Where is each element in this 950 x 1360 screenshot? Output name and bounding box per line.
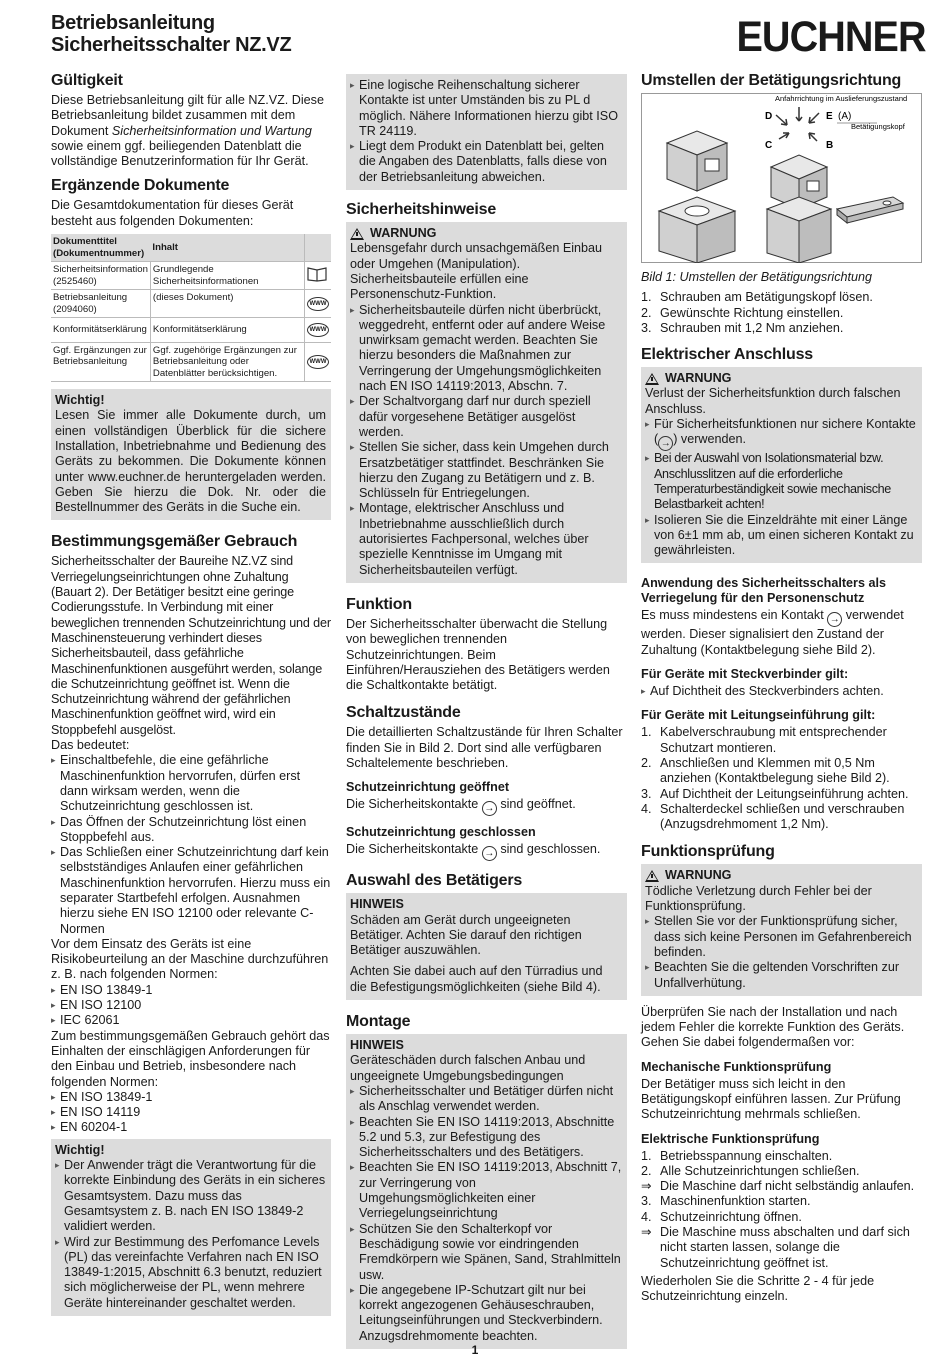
- table-row: [51, 290, 331, 318]
- list-item: ▸ Beachten Sie die geltenden Vorschriften zur Unfallverhütung.: [645, 960, 917, 991]
- list-item: ▸ EN ISO 12100: [51, 998, 331, 1013]
- switch-illustration: [641, 93, 922, 263]
- result-arrow-icon: ⇒: [641, 1225, 652, 1240]
- list-item: 3. Auf Dichtheit der Leitungseinführung achten.: [641, 786, 909, 801]
- table-row: [51, 342, 331, 382]
- table-cell-content: Konformitätserklärung: [150, 318, 304, 343]
- bedeutet-list: [51, 753, 331, 937]
- safety-contact-icon: →: [482, 801, 497, 816]
- brand-logo: EUCHNER: [736, 13, 926, 61]
- doc-title-line2: Sicherheitsschalter NZ.VZ: [51, 34, 292, 56]
- heading-elektrisch: Elektrischer Anschluss: [641, 346, 813, 364]
- heading-auswahl: Auswahl des Betätigers: [346, 872, 523, 890]
- warnung-title: [645, 371, 917, 386]
- label-A: (A): [838, 111, 852, 122]
- heading-montage: Montage: [346, 1013, 411, 1031]
- umstellen-steps: [641, 290, 922, 336]
- gueltigkeit-text-a: Diese Betriebsanleitung gilt für alle NZ.VZ. Diese Betriebsanleitung bildet zusammen mit dem Dokument: [51, 93, 324, 138]
- step-text: Schrauben mit 1,2 Nm anziehen.: [660, 320, 844, 335]
- column-1: [51, 68, 331, 1316]
- table-cell-content: Ggf. zugehörige Ergänzungen zur Betriebsanleitung oder Datenblätter berücksichtigen.: [150, 342, 304, 382]
- list-item: ▸ Beachten Sie EN ISO 14119:2013, Abschnitt 7, zur Verringerung von Umgehungsmöglichkeiten einer Verriegelungseinrichtung: [350, 1160, 622, 1221]
- table-cell-content: Grundlegende Sicherheitsinformationen: [150, 262, 304, 290]
- funktion-text: Der Sicherheitsschalter überwacht die Stellung von beweglichen trennenden Schutzeinrichtungen. Beim Einführen/Herausziehen des Betätigers werden die Schaltkontakte betätigt.: [346, 616, 610, 693]
- list-item: ▸ EN 60204-1: [51, 1120, 331, 1135]
- warnung-title: [350, 226, 622, 241]
- label-E: E: [826, 111, 833, 122]
- list-item: ▸ Schützen Sie den Schalterkopf vor Beschädigung sowie vor eindringenden Fremdkörpern wie Spänen, Sand, Strahlmitteln usw.: [350, 1222, 622, 1283]
- step-text: Auf Dichtheit der Leitungseinführung achten.: [660, 786, 909, 801]
- step-text: Maschinenfunktion starten.: [660, 1194, 811, 1209]
- heading-schaltzustaende: Schaltzustände: [346, 704, 461, 722]
- table-cell-content: (dieses Dokument): [150, 290, 304, 318]
- list-item: ▸ Eine logische Reihenschaltung sicherer Kontakte ist unter Umständen bis zu PL d möglich. Nähere Informationen hierzu gibt ISO TR 24119.: [350, 78, 622, 139]
- geschlossen-text-b: sind geschlossen.: [500, 842, 601, 857]
- warnung-list: [645, 417, 917, 558]
- list-item: 1. Betriebsspannung einschalten.: [641, 1148, 833, 1163]
- hinweis-title: HINWEIS: [350, 1038, 404, 1053]
- step-text: Schutzeinrichtung öffnen.: [660, 1209, 802, 1224]
- list-item: 1. Schrauben am Betätigungskopf lösen.: [641, 290, 873, 305]
- list-item: 2. Alle Schutzeinrichtungen schließen.: [641, 1163, 860, 1178]
- list-item: 1. Kabelverschraubung mit entsprechender Schutzart montieren.: [641, 725, 887, 755]
- table-cell-title: Sicherheitsinformation (2525460): [51, 262, 150, 290]
- www-cell: [305, 342, 332, 382]
- anwendung-text: [641, 608, 922, 658]
- item-text-b: ) verwenden.: [673, 432, 747, 447]
- warnung-label: WARNUNG: [370, 226, 437, 241]
- geschlossen-text-a: Die Sicherheitskontakte: [346, 842, 479, 857]
- book-icon: [305, 262, 332, 290]
- column-2: [346, 68, 627, 1349]
- step-result: Die Maschine darf nicht selbständig anlaufen.: [660, 1179, 915, 1194]
- mech-text: Der Betätiger muss sich leicht in den Betätigungskopf einführen lassen. Zur Prüfung Schutzeinrichtung mehrmals schließen.: [641, 1076, 901, 1122]
- list-item: 4. Schutzeinrichtung öffnen.: [641, 1209, 802, 1224]
- hinweis-text: Schäden am Gerät durch ungeeigneten Betätiger. Achten Sie darauf den richtigen Betätiger auszuwählen.: [350, 912, 582, 958]
- list-item: ▸ EN ISO 14119: [51, 1105, 331, 1120]
- heading-stecker: Für Geräte mit Steckverbinder gilt:: [641, 667, 849, 682]
- list-item: ▸ Der Anwender trägt die Verantwortung für die korrekte Einbindung des Geräts in ein sicheres Gesamtsystem. Dazu muss das Gesamtsystem z. B. nach EN ISO 13849-2 validiert werden.: [55, 1158, 326, 1234]
- list-item: [645, 417, 917, 451]
- wichtig-title: Wichtig!: [55, 1142, 105, 1157]
- label-betaetigungskopf: Betätigungskopf: [851, 122, 905, 131]
- page-number: 1: [471, 1343, 479, 1357]
- list-item: ▸ Einschaltbefehle, die eine gefährliche Maschinenfunktion hervorrufen, dürfen erst dann wirksam werden, wenn die Schutzeinrichtung geschlossen ist.: [51, 753, 331, 814]
- list-item: ▸ Der Schaltvorgang darf nur durch speziell dafür vorgesehene Betätiger ausgelöst werden.: [350, 394, 622, 440]
- anwendung-text-a: Es muss mindestens ein Kontakt: [641, 608, 824, 623]
- table-row: [51, 318, 331, 343]
- list-item: ▸ Das Schließen einer Schutzeinrichtung darf kein selbstständiges Anlaufen einer gefährlichen Maschinenfunktion hervorrufen. Hierzu muss ein separater Startbefehl erfolgen. Ausnahmen hierzu siehe EN ISO 12100 oder relevante C-Normen: [51, 845, 331, 937]
- wichtig-title: Wichtig!: [55, 393, 105, 408]
- list-item: 2. Gewünschte Richtung einstellen.: [641, 305, 844, 320]
- continued-box: [346, 74, 627, 190]
- label-anfahrrichtung: Anfahrrichtung im Auslieferungszustand: [775, 94, 908, 103]
- normen-list-1: [51, 983, 331, 1029]
- elek-steps: [641, 1149, 922, 1271]
- www-icon: WWW: [307, 355, 329, 369]
- page-header: [51, 12, 926, 60]
- list-item: ▸ Die angegebene IP-Schutzart gilt nur bei korrekt angezogenen Gehäuseschrauben, Leitungseinführungen und Steckverbindern. Anzugsdrehmomente beachten.: [350, 1283, 622, 1344]
- step-text: Schalterdeckel schließen und verschrauben (Anzugsdrehmoment 1,2 Nm).: [660, 801, 905, 832]
- pruef-text-2: Gehen Sie dabei folgendermaßen vor:: [641, 1035, 855, 1050]
- heading-ergaenzende: Ergänzende Dokumente: [51, 177, 230, 195]
- wichtig-list: [55, 1158, 326, 1311]
- step-text: Anschließen und Klemmen mit 0,5 Nm anziehen (Kontaktbelegung siehe Bild 2).: [660, 755, 890, 786]
- hinweis-box-1: [346, 893, 627, 1000]
- geschlossen-text: [346, 842, 627, 861]
- list-item: ▸ EN ISO 13849-1: [51, 1090, 331, 1105]
- warnung-list: [350, 303, 622, 578]
- list-item: ▸ Liegt dem Produkt ein Datenblatt bei, gelten die Angaben des Datenblatts, falls diese von der Betriebsanleitung abweichen.: [350, 139, 622, 185]
- step-text: Alle Schutzeinrichtungen schließen.: [660, 1163, 860, 1178]
- geoeffnet-text-b: sind geöffnet.: [500, 797, 576, 812]
- geoeffnet-text-a: Die Sicherheitskontakte: [346, 797, 479, 812]
- hinweis-box-2: [346, 1034, 627, 1349]
- schalt-text: Die detaillierten Schaltzustände für Ihren Schalter finden Sie in Bild 2. Dort sind alle verfügbaren Schaltelemente beschrieben.: [346, 725, 623, 770]
- list-item: 3. Maschinenfunktion starten.: [641, 1194, 811, 1209]
- list-item: ▸ Sicherheitsbauteile dürfen nicht überbrückt, weggedreht, entfernt oder auf andere Weise unwirksam gemacht werden. Beachten Sie hierzu besonders die Maßnahmen zur Verringerung der Umgehungsmöglichkeiten nach EN ISO 14119:2013, Abschn. 7.: [350, 303, 622, 395]
- figure-caption: Bild 1: Umstellen der Betätigungsrichtung: [641, 270, 873, 284]
- table-cell-title: Konformitätserklärung: [51, 318, 150, 343]
- heading-umstellen: Umstellen der Betätigungsrichtung: [641, 72, 902, 89]
- heading-sicherheitshinweise: Sicherheitshinweise: [346, 201, 497, 219]
- table-header-content: Inhalt: [150, 234, 304, 262]
- leitung-steps: [641, 725, 922, 832]
- safety-contact-icon: →: [827, 612, 842, 627]
- warning-icon: [645, 870, 659, 882]
- table-header-title: Dokumenttitel (Dokumentnummer): [51, 234, 150, 262]
- warnung-text: Lebensgefahr durch unsachgemäßen Einbau oder Umgehen (Manipulation). Sicherheitsbauteile erfüllen eine Personenschutz-Funktion.: [350, 241, 603, 302]
- list-item: [641, 1179, 922, 1194]
- list-item: 4. Schalterdeckel schließen und verschrauben (Anzugsdrehmoment 1,2 Nm).: [641, 801, 905, 832]
- warnung-box-1: [346, 222, 627, 583]
- wichtig-text: Lesen Sie immer alle Dokumente durch, um einen vollständigen Überblick für die sichere Installation, Inbetriebnahme und Bedienung des Geräts zu bekommen. Die Dokumente können unter www.euchner.de heruntergeladen werden. Geben Sie hierzu die Dok. Nr. oder die Bestellnummer des Geräts in die Suche ein.: [55, 408, 326, 515]
- heading-funktionspruefung: Funktionsprüfung: [641, 843, 775, 861]
- hinweis-list: [350, 1084, 622, 1344]
- label-B: B: [826, 140, 834, 151]
- gueltigkeit-text: [51, 93, 331, 169]
- www-cell: [305, 290, 332, 318]
- zum-text: Zum bestimmungsgemäßen Gebrauch gehört das Einhalten der einschlägigen Anforderungen für den Einbau und Betrieb, insbesondere nach folgenden Normen:: [51, 1028, 330, 1089]
- geoeffnet-text: [346, 797, 627, 816]
- hinweis-text-2: Achten Sie dabei auch auf den Türradius und die Befestigungsmöglichkeiten (siehe Bild 4).: [350, 964, 603, 994]
- step-text: Schrauben am Betätigungskopf lösen.: [660, 290, 873, 305]
- www-cell: [305, 318, 332, 343]
- heading-mechanisch: Mechanische Funktionsprüfung: [641, 1059, 832, 1074]
- gueltigkeit-text-em: Sicherheitsinformation und Wartung: [111, 123, 312, 138]
- list-item: ▸ Sicherheitsschalter und Betätiger dürfen nicht als Anschlag verwendet werden.: [350, 1084, 622, 1115]
- heading-funktion: Funktion: [346, 595, 412, 613]
- step-text: Betriebsspannung einschalten.: [660, 1148, 833, 1163]
- risiko-text: Vor dem Einsatz des Geräts ist eine Risikobeurteilung an der Maschine durchzuführen z. B. nach folgenden Normen:: [51, 936, 329, 982]
- anwendung-text-b: verwendet werden. Dieser signalisiert den Zustand der Zuhaltung (Kontaktbelegung siehe Bild 2).: [641, 608, 904, 657]
- warnung-label: WARNUNG: [665, 868, 732, 883]
- list-item: ▸ Stellen Sie sicher, dass kein Umgehen durch Ersatzbetätiger stattfindet. Beschränken Sie hierzu den Zugang zu Betätigern und z. B. Schlüsseln für Entriegelungen.: [350, 440, 622, 501]
- www-icon: WWW: [307, 323, 329, 337]
- step-text: Kabelverschraubung mit entsprechender Schutzart montieren.: [660, 725, 887, 755]
- warnung-text: Tödliche Verletzung durch Fehler bei der Funktionsprüfung.: [645, 883, 872, 914]
- list-item: ▸ Wird zur Bestimmung des Perfomance Levels (PL) das vereinfachte Verfahren nach EN ISO 13849-1:2015, Abschnitt 6.3 benutzt, reduziert sich möglicherweise der PL, wenn mehrere Geräte hintereinander geschaltet werden.: [55, 1235, 326, 1311]
- item-text-a: Für Sicherheitsfunktionen nur sichere Kontakte (: [654, 417, 916, 447]
- list-item: ▸ Montage, elektrischer Anschluss und Inbetriebnahme ausschließlich durch autorisiertes Fachpersonal, welches über spezielle Kenntnisse im Umgang mit Sicherheitsbauteilen verfügt.: [350, 501, 622, 577]
- list-item: ▸ Auf Dichtheit des Steckverbinders achten.: [641, 684, 922, 699]
- das-bedeutet: Das bedeutet:: [51, 738, 130, 753]
- table-row: [51, 262, 331, 290]
- heading-bestimmung: Bestimmungsgemäßer Gebrauch: [51, 533, 298, 551]
- list-item: ▸ IEC 62061: [51, 1013, 331, 1028]
- table-header-icon: [305, 234, 332, 262]
- list-item: ▸ Isolieren Sie die Einzeldrähte mit einer Länge von 6±1 mm ab, um einen sicheren Kontakt zu gewährleisten.: [645, 513, 917, 559]
- wichtig-box-1: [51, 389, 331, 520]
- list-item: ▸ Bei der Auswahl von Isolationsmaterial bzw. Anschlusslitzen auf die erforderliche Temperaturbeständigkeit sowie mechanische Belastbarkeit achten!: [645, 451, 917, 512]
- column-3: [641, 68, 922, 1305]
- warnung-title: [645, 868, 917, 883]
- pruef-text-1: Überprüfen Sie nach der Installation und nach jedem Fehler die korrekte Funktion des Geräts.: [641, 1004, 905, 1035]
- warnung-label: WARNUNG: [665, 371, 732, 386]
- heading-leitung: Für Geräte mit Leitungseinführung gilt:: [641, 708, 876, 723]
- normen-list-2: [51, 1090, 331, 1136]
- table-header-row: [51, 234, 331, 262]
- safety-contact-icon: →: [658, 436, 673, 451]
- warnung-list: [645, 914, 917, 990]
- warning-icon: [350, 228, 364, 240]
- warnung-text: Verlust der Sicherheitsfunktion durch falschen Anschluss.: [645, 386, 901, 416]
- warnung-box-2: [641, 367, 922, 563]
- table-cell-title: Betriebsanleitung (2094060): [51, 290, 150, 318]
- label-D: D: [765, 111, 773, 122]
- gueltigkeit-text-b: sowie einem ggf. beiliegenden Datenblatt die vollständige Benutzerinformation für Ihr Gerät.: [51, 138, 309, 169]
- hinweis-text: Geräteschäden durch falschen Anbau und ungeeignete Umgebungsbedingungen: [350, 1053, 586, 1083]
- continued-list: [350, 78, 622, 185]
- doc-title-line1: Betriebsanleitung: [51, 12, 215, 34]
- list-item: ▸ Das Öffnen der Schutzeinrichtung löst einen Stoppbefehl aus.: [51, 815, 331, 846]
- ergaenzende-text: Die Gesamtdokumentation für dieses Gerät besteht aus folgenden Dokumenten:: [51, 198, 294, 228]
- figure-actuation-direction: [641, 93, 922, 263]
- wichtig-box-2: [51, 1139, 331, 1316]
- heading-anwendung: Anwendung des Sicherheitsschalters als Verriegelung für den Personenschutz: [641, 576, 886, 606]
- www-icon: WWW: [307, 297, 329, 311]
- list-item: [641, 1225, 922, 1271]
- result-arrow-icon: ⇒: [641, 1179, 652, 1194]
- heading-geschlossen: Schutzeinrichtung geschlossen: [346, 825, 536, 840]
- warnung-box-3: [641, 864, 922, 995]
- documents-table: [51, 234, 331, 382]
- list-item: 2. Anschließen und Klemmen mit 0,5 Nm anziehen (Kontaktbelegung siehe Bild 2).: [641, 755, 890, 786]
- stecker-list: [641, 684, 922, 699]
- bestimmung-text: Sicherheitsschalter der Baureihe NZ.VZ sind Verriegelungseinrichtungen ohne Zuhaltung (Bauart 2). Der Betätiger besitzt eine geringe Codierungsstufe. In Verbindung mit einer beweglichen trennenden Schutzeinrichtung und der Maschinensteuerung verhindert dieses Sicherheitsbauteil, dass gefährliche Maschinenfunktionen ausgeführt werden, solange die Schutzeinrichtung geöffnet ist. Wenn die Schutzeinrichtung während der gefährlichen Maschinenfunktion geöffnet wird, wird ein Stoppbefehl ausgelöst.: [51, 554, 331, 737]
- warning-icon: [645, 373, 659, 385]
- list-item: ▸ Beachten Sie EN ISO 14119:2013, Abschnitte 5.2 und 5.3, zur Befestigung des Sicherheitsschalters und des Betätigers.: [350, 1115, 622, 1161]
- list-item: ▸ Stellen Sie vor der Funktionsprüfung sicher, dass sich keine Personen im Gefahrenbereich befinden.: [645, 914, 917, 960]
- safety-contact-icon: →: [482, 846, 497, 861]
- step-result: Die Maschine muss abschalten und darf sich nicht starten lassen, solange die Schutzeinrichtung geöffnet ist.: [660, 1225, 910, 1270]
- hinweis-title: HINWEIS: [350, 897, 404, 912]
- list-item: ▸ EN ISO 13849-1: [51, 983, 331, 998]
- heading-geoeffnet: Schutzeinrichtung geöffnet: [346, 780, 510, 795]
- heading-gueltigkeit: Gültigkeit: [51, 72, 123, 89]
- list-item: 3. Schrauben mit 1,2 Nm anziehen.: [641, 320, 844, 335]
- wiederholen-text: Wiederholen Sie die Schritte 2 - 4 für jede Schutzeinrichtung einzeln.: [641, 1273, 875, 1304]
- table-cell-title: Ggf. Ergänzungen zur Betriebsanleitung: [51, 342, 150, 382]
- heading-elektrische-pruefung: Elektrische Funktionsprüfung: [641, 1131, 820, 1146]
- step-text: Gewünschte Richtung einstellen.: [660, 305, 844, 320]
- label-C: C: [765, 140, 773, 151]
